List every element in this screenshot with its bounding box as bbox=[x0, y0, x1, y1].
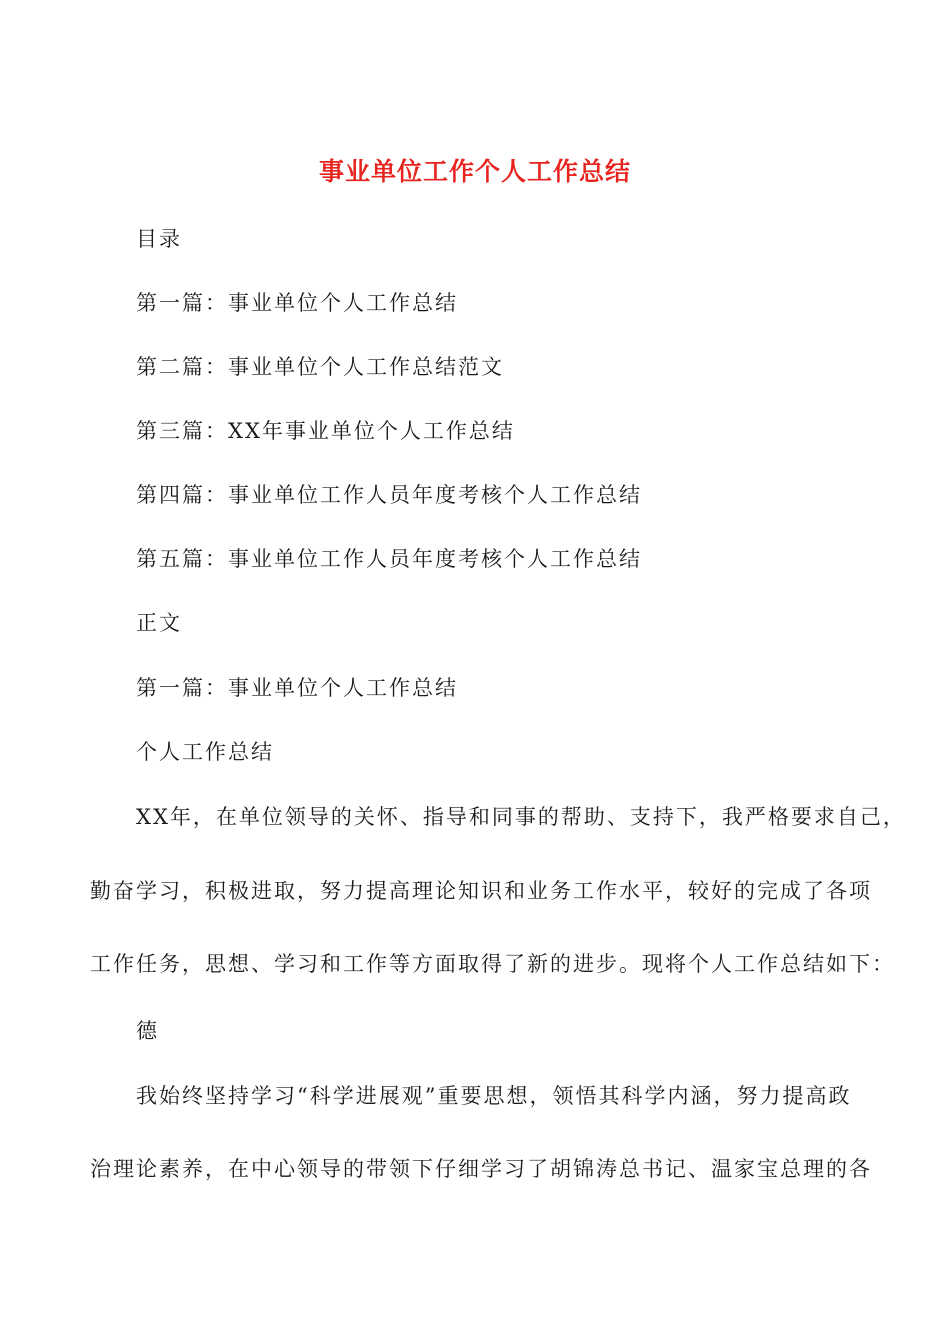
document-title: 事业单位工作个人工作总结 bbox=[318, 157, 631, 186]
virtue-line-2: 治理论素养，在中心领导的带领下仔细学习了胡锦涛总书记、温家宝总理的各 bbox=[90, 1157, 872, 1181]
toc-item-5: 第五篇：事业单位工作人员年度考核个人工作总结 bbox=[136, 547, 642, 571]
chapter-heading: 第一篇：事业单位个人工作总结 bbox=[136, 676, 458, 700]
toc-item-4: 第四篇：事业单位工作人员年度考核个人工作总结 bbox=[136, 483, 642, 507]
intro-line-3: 工作任务，思想、学习和工作等方面取得了新的进步。现将个人工作总结如下： bbox=[90, 952, 895, 976]
virtue-line-1: 我始终坚持学习“科学进展观”重要思想，领悟其科学内涵，努力提高政 bbox=[136, 1084, 852, 1108]
toc-item-2: 第二篇：事业单位个人工作总结范文 bbox=[136, 355, 504, 379]
toc-heading: 目录 bbox=[136, 227, 182, 251]
intro-line-1: XX年，在单位领导的关怀、指导和同事的帮助、支持下，我严格要求自己， bbox=[136, 805, 906, 829]
intro-line-2: 勤奋学习，积极进取，努力提高理论知识和业务工作水平，较好的完成了各项 bbox=[90, 879, 872, 903]
virtue-heading: 德 bbox=[136, 1019, 159, 1043]
toc-item-3: 第三篇：XX年事业单位个人工作总结 bbox=[136, 419, 515, 443]
toc-item-1: 第一篇：事业单位个人工作总结 bbox=[136, 291, 458, 315]
section-heading: 个人工作总结 bbox=[136, 740, 274, 764]
body-heading: 正文 bbox=[136, 611, 182, 635]
